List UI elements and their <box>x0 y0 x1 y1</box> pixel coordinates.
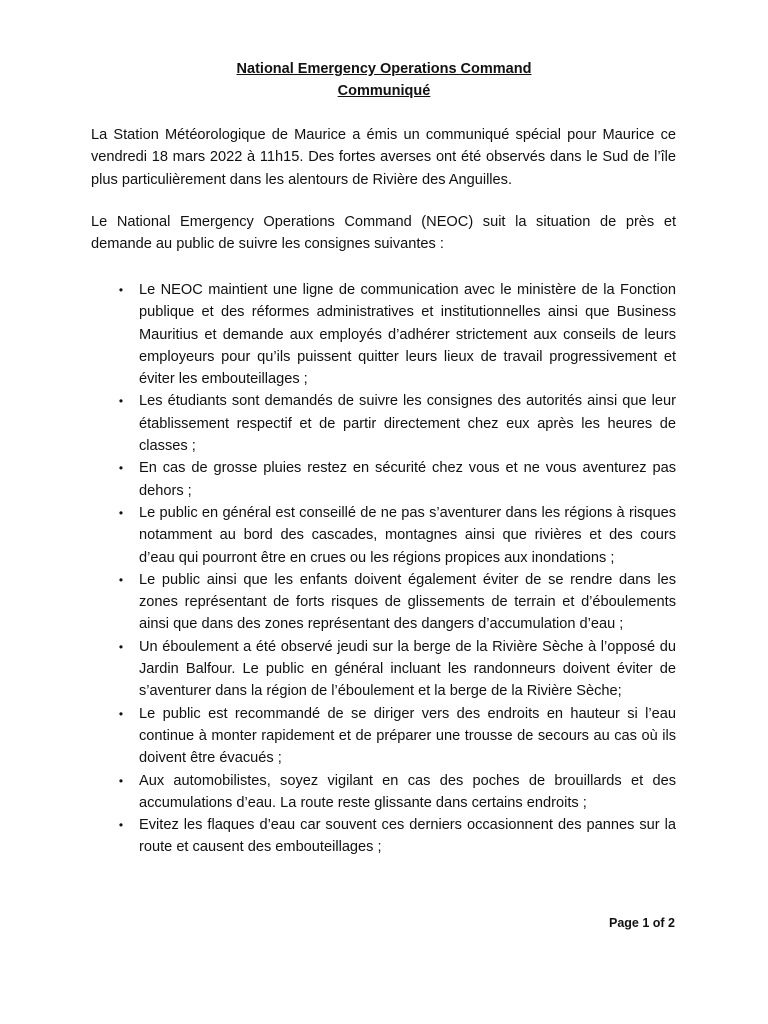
bullet-icon: • <box>118 818 124 833</box>
list-item-text: En cas de grosse pluies restez en sécurité chez vous et ne vous aventurez pas dehors ; <box>139 460 676 499</box>
list-item <box>91 457 676 502</box>
bullet-icon: • <box>118 639 124 654</box>
list-item-text: Evitez les flaques d’eau car souvent ces derniers occasionnent des pannes sur la route et causent des embouteillages ; <box>139 817 676 856</box>
intro-paragraph: La Station Météorologique de Maurice a émis un communiqué spécial pour Maurice ce vendredi 18 mars 2022 à 11h15. Des fortes averses ont été observés dans le Sud de l’île plus particulièrement dans les alentours de Rivière des Anguilles. <box>91 127 676 188</box>
list-item-text: Le NEOC maintient une ligne de communication avec le ministère de la Fonction publique et des réformes administratives et institutionnelles ainsi que Business Mauritius et demande aux employés d’adhérer strictement aux conseils de leurs employeurs pour qu’ils puissent quitter leurs lieux de travail progressivement et éviter les embouteillages ; <box>139 282 676 388</box>
bullet-icon: • <box>118 461 124 476</box>
bullet-icon: • <box>118 505 124 520</box>
list-item <box>91 770 676 815</box>
list-item-text: Le public ainsi que les enfants doivent également éviter de se rendre dans les zones représentant de forts risques de glissements de terrain et d’éboulements ainsi que dans des zones représentant des dangers d’accumulation d’eau ; <box>139 571 676 633</box>
list-item <box>91 502 676 569</box>
bullet-icon: • <box>118 572 124 587</box>
bullet-icon: • <box>118 773 124 788</box>
bullet-icon: • <box>118 394 124 409</box>
document-header <box>0 58 768 102</box>
list-item-text: Les étudiants sont demandés de suivre les consignes des autorités ainsi que leur établissement respectif et de partir directement chez eux après les heures de classes ; <box>139 393 676 455</box>
instructions-list <box>91 279 676 859</box>
list-item <box>91 814 676 859</box>
document-subtitle: Communiqué <box>337 83 431 99</box>
list-item-text: Le public en général est conseillé de ne pas s’aventurer dans les régions à risques notamment au bord des cascades, montagnes ainsi que rivières et des cours d’eau qui pourront être en crues ou les régions propices aux inondations ; <box>139 504 676 566</box>
bullet-icon: • <box>118 706 124 721</box>
list-item <box>91 279 676 390</box>
list-item <box>91 390 676 457</box>
list-item-text: Un éboulement a été observé jeudi sur la berge de la Rivière Sèche à l’opposé du Jardin Balfour. Le public en général incluant les randonneurs doivent éviter de s’aventurer dans la région de l’éboulement et la berge de la Rivière Sèche; <box>139 638 676 700</box>
list-item <box>91 636 676 703</box>
list-item-text: Le public est recommandé de se diriger vers des endroits en hauteur si l’eau continue à monter rapidement et de préparer une trousse de secours au cas où ils doivent être évacués ; <box>139 705 676 767</box>
list-item <box>91 569 676 636</box>
bullet-icon: • <box>118 283 124 297</box>
list-item-text: Aux automobilistes, soyez vigilant en cas des poches de brouillards et des accumulations d’eau. La route reste glissante dans certains endroits ; <box>139 772 676 811</box>
page-number: Page 1 of 2 <box>609 916 675 930</box>
list-item <box>91 703 676 770</box>
document-title: National Emergency Operations Command <box>236 61 532 77</box>
neoc-paragraph: Le National Emergency Operations Command (NEOC) suit la situation de près et demande au public de suivre les consignes suivantes : <box>91 214 676 253</box>
